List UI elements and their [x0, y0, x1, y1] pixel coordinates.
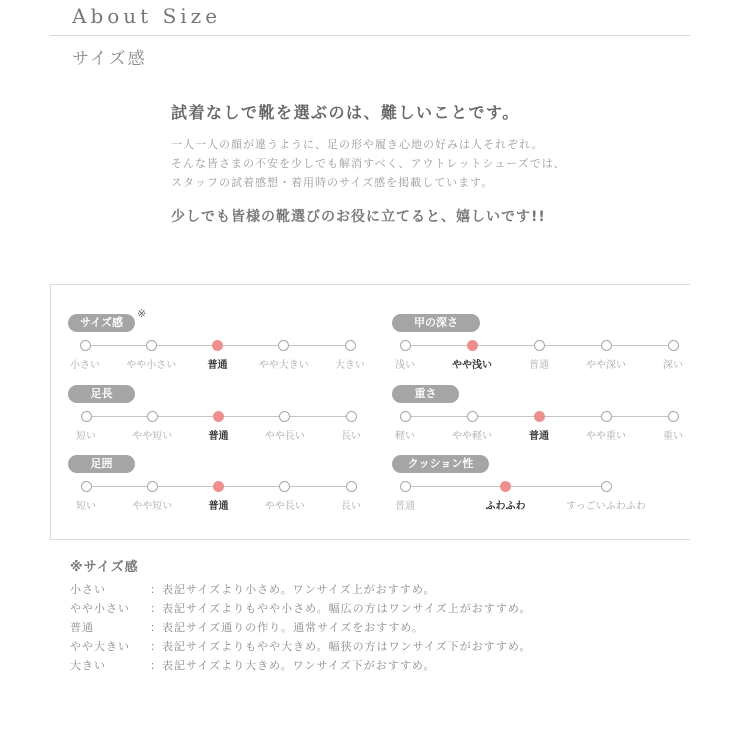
scale-option-label: 普通: [208, 431, 229, 442]
size-chart-panel: [50, 284, 690, 540]
scale-option-label: やや大きい: [258, 360, 309, 371]
intro-line-1: 一人一人の顔が違うように、足の形や履き心地の好みは人それぞれ。: [171, 138, 544, 151]
intro-line-2: そんな皆さまの不安を少しでも解消すべく、アウトレットシューズでは、: [171, 157, 566, 170]
scale-option-label: 軽い: [395, 431, 415, 442]
note-desc: ：表記サイズより大きめ。ワンサイズ下がおすすめ。: [150, 659, 436, 672]
note-term: やや小さい: [70, 602, 130, 615]
scale-option-label: 普通: [207, 360, 228, 371]
note-term: 小さい: [70, 583, 106, 596]
intro-closing: 少しでも皆様の靴選びのお役に立てると、嬉しいです!!: [171, 209, 546, 225]
scale-option-label: 短い: [76, 431, 96, 442]
scale-option-label: やや長い: [264, 501, 305, 512]
scale-option-label: 短い: [76, 501, 96, 512]
scale-label: 甲の深さ: [392, 314, 480, 332]
scale-option-label: やや短い: [132, 501, 173, 512]
note-desc: ：表記サイズよりもやや小さめ。幅広の方はワンサイズ上がおすすめ。: [150, 602, 532, 615]
scale-option-label: 普通: [395, 501, 415, 512]
scale-option-label: やや重い: [586, 431, 626, 442]
scale-option-label: やや短い: [132, 431, 173, 442]
scale-option-label: やや深い: [586, 360, 626, 371]
section-subtitle: サイズ感: [72, 49, 147, 69]
scale-option-label: 小さい: [70, 360, 100, 371]
scale-option-label: 普通: [529, 431, 549, 442]
title-divider: [50, 35, 690, 36]
scale-option-label: すっごいふわふわ: [566, 501, 646, 512]
scale-option-label: やや浅い: [452, 360, 492, 371]
scale-option-label: 長い: [341, 501, 361, 512]
scale-label: 足長: [68, 385, 135, 403]
scale-option-label: 大きい: [335, 360, 365, 371]
scale-option-label: 長い: [341, 431, 361, 442]
note-desc: ：表記サイズより小さめ。ワンサイズ上がおすすめ。: [150, 583, 436, 596]
note-term: 普通: [70, 621, 94, 634]
page-title: About Size: [72, 4, 222, 28]
note-desc: ：表記サイズよりもやや大きめ。幅狭の方はワンサイズ下がおすすめ。: [150, 640, 532, 653]
scale-option-label: 普通: [529, 360, 549, 371]
scale-option-label: 重い: [663, 431, 683, 442]
scale-option-label: ふわふわ: [485, 501, 526, 512]
scale-label: クッション性: [392, 455, 489, 473]
scale-option-label: やや軽い: [452, 431, 492, 442]
scale-option-label: やや小さい: [126, 360, 177, 371]
scale-label: サイズ感: [68, 314, 135, 332]
scale-option-label: 深い: [663, 360, 683, 371]
intro-lead: 試着なしで靴を選ぶのは、難しいことです。: [171, 103, 520, 122]
intro-line-3: スタッフの試着感想・着用時のサイズ感を掲載しています。: [171, 176, 494, 189]
scale-option-label: やや長い: [264, 431, 305, 442]
note-desc: ：表記サイズ通りの作り。通常サイズをおすすめ。: [150, 621, 424, 634]
scale-option-label: 浅い: [395, 360, 415, 371]
notes-title: ※サイズ感: [70, 560, 139, 575]
note-mark: ※: [137, 307, 147, 320]
scale-option-label: 普通: [208, 501, 229, 512]
scale-label: 足囲: [68, 455, 135, 473]
note-term: やや大きい: [70, 640, 130, 653]
note-term: 大きい: [70, 659, 106, 672]
scale-label: 重さ: [392, 385, 459, 403]
